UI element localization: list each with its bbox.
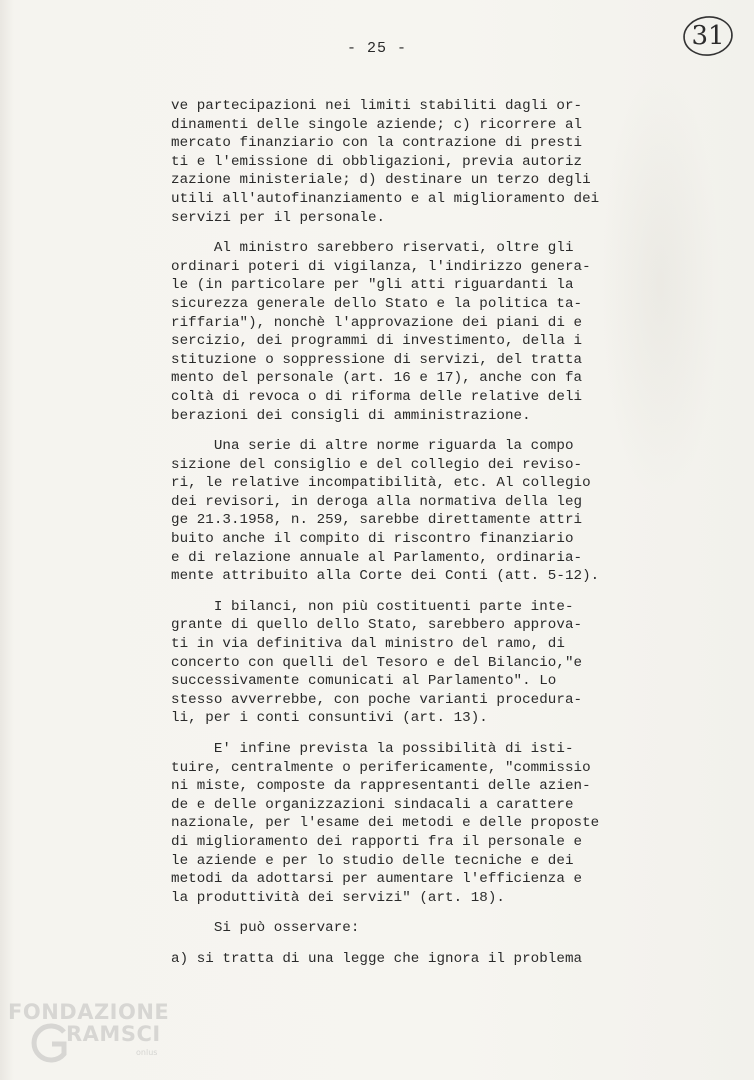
text-line: de e delle organizzazioni sindacali a carattere	[171, 796, 574, 813]
text-line: mente attribuito alla Corte dei Conti (att. 5-12).	[171, 568, 600, 585]
body-text	[171, 97, 641, 981]
text-line: nazionale, per l'esame dei metodi e delle proposte	[171, 815, 600, 832]
watermark-line-3: onlus	[136, 1048, 158, 1057]
text-line: le (in particolare per "gli atti riguardanti la	[171, 277, 574, 294]
text-line: ri, le relative incompatibilità, etc. Al collegio	[171, 475, 591, 492]
text-line: la produttività dei servizi" (art. 18).	[171, 889, 505, 906]
text-line: tuire, centralmente o perifericamente, "commissio	[171, 759, 591, 776]
watermark-line-1: FONDAZIONE	[8, 1000, 170, 1024]
text-line: Al ministro sarebbero riservati, oltre gli	[171, 240, 574, 257]
text-line: Una serie di altre norme riguarda la compo	[171, 438, 574, 455]
page-number: - 25 -	[346, 40, 407, 57]
text-line: le aziende e per lo studio delle tecniche e dei	[171, 852, 574, 869]
text-line: E' infine prevista la possibilità di isti-	[171, 741, 574, 757]
annotation-number: 31	[691, 21, 725, 51]
text-line: coltà di revoca o di riforma delle relative deli	[171, 388, 583, 405]
text-line: successivamente comunicati al Parlamento". Lo	[171, 673, 557, 690]
text-line: ge 21.3.1958, n. 259, sarebbe direttamente attri	[171, 512, 583, 529]
text-line: li, per i conti consuntivi (art. 13).	[171, 710, 488, 727]
paragraph-5	[171, 740, 641, 907]
text-line: berazioni dei consigli di amministrazione.	[171, 407, 531, 424]
text-line: I bilanci, non più costituenti parte inte-	[171, 598, 574, 615]
text-line: sizione del consiglio e del collegio dei reviso-	[171, 456, 583, 473]
text-line: ti in via definitiva dal ministro del ramo, di	[171, 636, 565, 653]
text-line: grante di quello dello Stato, sarebbero approva-	[171, 617, 583, 634]
text-line: Si può osservare:	[171, 920, 360, 937]
text-line: ni miste, composte da rappresentanti delle azien-	[171, 778, 591, 795]
text-line: concerto con quelli del Tesoro e del Bilancio,"e	[171, 654, 583, 671]
text-line: utili all'autofinanziamento e al miglioramento dei	[171, 190, 600, 207]
fondazione-gramsci-watermark	[6, 1000, 186, 1076]
text-line: sercizio, dei programmi di investimento, della i	[171, 333, 583, 350]
text-line: riffaria"), nonchè l'approvazione dei piani di e	[171, 314, 583, 331]
paragraph-2	[171, 239, 641, 425]
text-line: sicurezza generale dello Stato e la politica ta-	[171, 295, 583, 312]
text-line: stesso avverrebbe, con poche varianti procedura-	[171, 691, 583, 708]
text-line: ve partecipazioni nei limiti stabiliti dagli or-	[171, 98, 583, 114]
text-line: mento del personale (art. 16 e 17), anche con fa	[171, 370, 583, 387]
text-line: e di relazione annuale al Parlamento, ordinaria-	[171, 549, 583, 566]
text-line: ti e l'emissione di obbligazioni, previa autoriz	[171, 153, 583, 170]
text-line: zazione ministeriale; d) destinare un terzo degli	[171, 172, 591, 189]
text-line: stituzione o soppressione di servizi, del tratta	[171, 351, 583, 368]
watermark-line-2: RAMSCI	[66, 1022, 161, 1046]
text-line: ordinari poteri di vigilanza, l'indirizzo genera-	[171, 258, 591, 275]
text-line: mercato finanziario con la contrazione di presti	[171, 135, 583, 152]
text-line: servizi per il personale.	[171, 209, 386, 226]
handwritten-annotation	[681, 14, 735, 58]
paragraph-3	[171, 437, 641, 586]
paragraph-1	[171, 97, 641, 227]
text-line: dei revisori, in deroga alla normativa della leg	[171, 493, 583, 510]
paragraph-4	[171, 598, 641, 728]
text-line: buito anche il compito di riscontro finanziario	[171, 531, 574, 548]
text-line: dinamenti delle singole aziende; c) ricorrere al	[171, 116, 583, 133]
text-line: metodi da adottarsi per aumentare l'efficienza e	[171, 871, 583, 888]
text-line: di miglioramento dei rapporti fra il personale e	[171, 833, 583, 850]
watermark-g-logo-icon	[30, 1020, 70, 1066]
text-line: a) si tratta di una legge che ignora il problema	[171, 950, 583, 967]
paragraph-6	[171, 919, 641, 938]
paragraph-7	[171, 950, 641, 969]
